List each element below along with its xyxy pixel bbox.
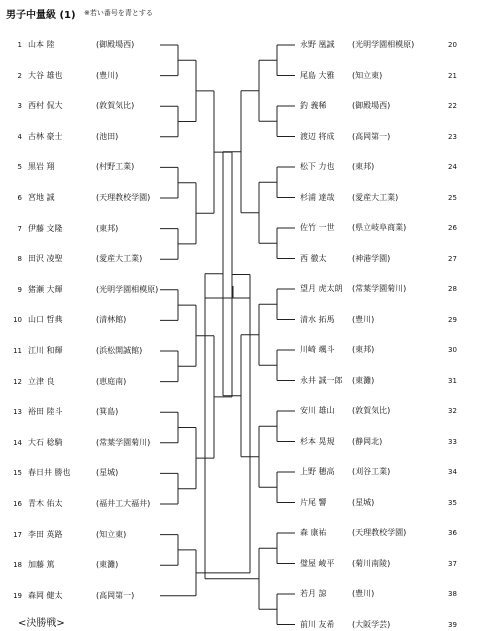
- entry-number: 16: [13, 500, 22, 508]
- entry-school: (神港学園): [352, 253, 391, 263]
- entry-name: 璧屋 崚平: [300, 558, 335, 568]
- entry-school: (知立東): [352, 70, 383, 80]
- entry-name: 江川 和輝: [28, 346, 63, 355]
- entry-name: 森 康祐: [300, 528, 327, 537]
- entry-school: (愛産大工業): [96, 254, 143, 264]
- entry-number: 12: [13, 377, 22, 386]
- entry-school: (高岡第一): [96, 590, 135, 600]
- entry-number: 14: [13, 438, 22, 447]
- entry-school: (敦賀気比): [352, 406, 391, 415]
- entry-number: 6: [17, 194, 22, 202]
- entry-name: 伊藤 文隆: [28, 223, 63, 233]
- entry-number: 38: [448, 590, 457, 598]
- entry-name: 杉本 晃規: [300, 436, 335, 446]
- entry-number: 37: [448, 559, 457, 568]
- entry-number: 36: [448, 529, 457, 537]
- entry-school: (御殿場西): [96, 40, 135, 49]
- entry-school: (天理教校学園): [96, 193, 151, 202]
- entry-number: 25: [448, 193, 457, 202]
- entry-name: 西 徹太: [300, 253, 327, 263]
- entry-school: (豊川): [352, 314, 375, 324]
- entry-number: 18: [13, 561, 22, 570]
- entry-name: 杉浦 達哉: [300, 192, 335, 202]
- entry-number: 1: [17, 41, 22, 49]
- entry-name: 加藤 篤: [28, 560, 55, 570]
- entry-number: 21: [448, 71, 457, 80]
- entry-school: (東邦): [352, 345, 375, 354]
- entry-number: 17: [13, 530, 22, 539]
- seed-note: ※若い番号を青とする: [84, 9, 153, 17]
- entry-school: (福井工大福井): [96, 499, 151, 508]
- entry-school: (常葉学園菊川): [352, 284, 407, 293]
- entry-number: 15: [13, 469, 22, 478]
- entry-name: 大谷 雄也: [28, 70, 63, 80]
- entry-number: 33: [448, 437, 457, 446]
- entry-number: 9: [17, 285, 22, 294]
- entry-school: (星城): [352, 497, 375, 507]
- entry-name: 永野 凰誠: [300, 40, 335, 49]
- entry-school: (菊川南陵): [352, 558, 391, 568]
- entry-school: (光明学園相模原): [352, 40, 415, 49]
- entry-name: 安川 雄山: [300, 406, 335, 415]
- entry-number: 20: [448, 41, 457, 49]
- entry-school: (知立東): [96, 529, 127, 539]
- entry-school: (高岡第一): [352, 131, 391, 141]
- entry-name: 望月 虎太朗: [300, 284, 343, 293]
- entry-number: 27: [448, 254, 457, 263]
- entry-number: 31: [448, 376, 457, 385]
- entry-number: 8: [17, 255, 22, 264]
- entry-school: (静岡北): [352, 436, 383, 446]
- entry-school: (光明学園相模原): [96, 284, 159, 294]
- entry-name: 李田 英路: [28, 529, 63, 539]
- entry-school: (豊川): [96, 70, 119, 80]
- entry-number: 26: [448, 224, 457, 232]
- entry-name: 猪瀬 大輝: [28, 284, 63, 294]
- entry-number: 22: [448, 102, 457, 110]
- entry-number: 24: [448, 163, 457, 171]
- entry-name: 山本 陸: [28, 40, 55, 49]
- entry-number: 5: [17, 163, 22, 172]
- entry-number: 23: [448, 132, 457, 141]
- entry-school: (刈谷工業): [352, 467, 391, 476]
- entry-name: 春日井 勝也: [28, 468, 71, 478]
- entry-school: (県立岐阜商業): [352, 223, 407, 232]
- entry-number: 7: [17, 224, 22, 233]
- entry-name: 佐竹 一世: [300, 223, 335, 232]
- entry-school: (星城): [96, 468, 119, 478]
- entry-number: 28: [448, 285, 457, 293]
- entry-name: 宮地 誠: [28, 193, 55, 202]
- entry-school: (箕島): [96, 407, 119, 417]
- entry-school: (東邦): [352, 162, 375, 171]
- entry-name: 田沢 凌聖: [28, 254, 63, 264]
- entry-school: (東邦): [96, 223, 119, 233]
- entry-name: 森岡 健太: [28, 590, 63, 600]
- entry-school: (豊川): [352, 589, 375, 598]
- entry-number: 30: [448, 346, 457, 354]
- entry-number: 32: [448, 407, 457, 415]
- entry-name: 永井 誠一郎: [300, 375, 343, 385]
- entry-name: 清水 拓馬: [300, 314, 335, 324]
- entry-number: 2: [17, 71, 22, 80]
- entry-number: 19: [13, 591, 22, 600]
- entry-name: 西村 侃大: [28, 101, 63, 111]
- entry-name: 松下 力也: [300, 162, 335, 171]
- final-match-label: <決勝戦>: [18, 618, 65, 629]
- entry-name: 裕田 陸斗: [28, 407, 63, 417]
- entry-name: 釣 義稀: [300, 101, 327, 110]
- entry-name: 立津 良: [28, 376, 55, 386]
- entry-school: (恵庭南): [96, 376, 127, 386]
- entry-name: 古林 豪士: [28, 131, 63, 141]
- entry-name: 尾島 大雅: [300, 70, 335, 80]
- entry-school: (天理教校学園): [352, 528, 407, 537]
- entry-number: 10: [13, 316, 22, 325]
- entry-school: (東灘): [352, 375, 375, 385]
- entry-school: (愛産大工業): [352, 192, 399, 202]
- entry-school: (東灘): [96, 560, 119, 570]
- entry-number: 39: [448, 620, 457, 629]
- entry-school: (敦賀気比): [96, 101, 135, 111]
- entry-name: 渡辺 将成: [300, 131, 335, 141]
- entry-name: 上野 穂高: [300, 467, 335, 476]
- page-title: 男子中量級 (1): [6, 10, 76, 21]
- entry-school: (常葉学園菊川): [96, 437, 151, 447]
- entry-number: 3: [17, 102, 22, 111]
- entry-number: 34: [448, 468, 457, 476]
- entry-name: 若月 諒: [300, 589, 327, 598]
- entry-number: 13: [13, 408, 22, 417]
- entry-number: 35: [448, 498, 457, 507]
- entry-school: (御殿場西): [352, 101, 391, 110]
- entry-school: (大阪学芸): [352, 619, 391, 629]
- entry-name: 前川 友希: [300, 619, 335, 629]
- entry-name: 青木 佑太: [28, 499, 63, 508]
- entry-name: 大石 稔騎: [28, 437, 63, 447]
- entry-number: 11: [13, 347, 22, 355]
- entry-name: 黒岩 翔: [28, 162, 55, 172]
- entry-number: 4: [17, 132, 22, 141]
- entry-name: 川崎 颯斗: [300, 345, 335, 354]
- entry-name: 片尾 響: [300, 497, 327, 507]
- entry-name: 山口 哲典: [28, 315, 63, 325]
- entry-school: (清林館): [96, 315, 127, 325]
- entry-school: (池田): [96, 131, 119, 141]
- entry-school: (村野工業): [96, 162, 135, 172]
- entry-number: 29: [448, 315, 457, 324]
- entry-school: (浜松開誠館): [96, 346, 143, 355]
